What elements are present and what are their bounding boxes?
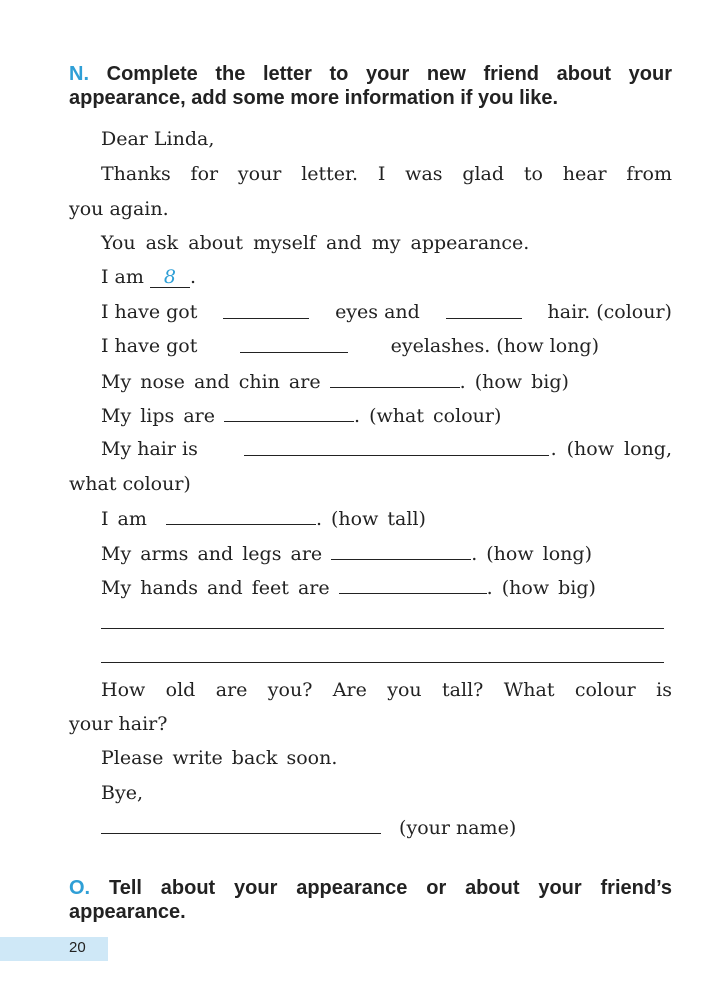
- page-number-tab: [0, 937, 108, 961]
- eyelashes-blank[interactable]: [240, 334, 348, 353]
- lips-blank[interactable]: [224, 403, 354, 422]
- arms-suffix: . (how long): [471, 543, 592, 565]
- task-o-line1: Tell about your appearance or about your friend’s: [108, 877, 673, 899]
- letter-age-line: [101, 265, 196, 289]
- page-number: 20: [69, 939, 86, 956]
- nose-suffix: . (how big): [459, 371, 569, 393]
- task-o-line2: appearance.: [69, 901, 186, 923]
- arms-prefix: My arms and legs are: [101, 543, 323, 565]
- hair-prefix: My hair is: [101, 438, 198, 460]
- age-answer-field[interactable]: 8: [150, 265, 190, 288]
- task-n-instruction: [69, 62, 672, 110]
- letter-eyes-line: [101, 300, 672, 324]
- extra-info-line-2[interactable]: [101, 662, 664, 663]
- task-n-letter: N.: [69, 63, 89, 85]
- thanks-text: Thanks for your letter. I was glad to hear from: [101, 163, 672, 185]
- lips-suffix: . (what colour): [354, 405, 502, 427]
- task-o-instruction: [69, 876, 672, 924]
- eyes-middle: eyes and: [335, 301, 420, 323]
- letter-nose-line: [101, 369, 569, 394]
- task-n-line2: appearance, add some more information if you like.: [69, 87, 559, 109]
- task-o-letter: O.: [69, 877, 91, 899]
- lashes-suffix: eyelashes. (how long): [390, 335, 599, 357]
- eyes-colour-blank[interactable]: [223, 300, 309, 319]
- hands-suffix: . (how big): [486, 577, 596, 599]
- letter-greeting: Dear Linda,: [101, 128, 215, 150]
- tall-suffix: . (how tall): [315, 508, 426, 530]
- hands-feet-blank[interactable]: [339, 575, 487, 594]
- eyes-prefix: I have got: [101, 301, 198, 323]
- age-suffix: .: [189, 266, 196, 288]
- question-text: How old are you? Are you tall? What colour is: [101, 679, 672, 701]
- letter-write-back: Please write back soon.: [101, 747, 338, 769]
- lips-prefix: My lips are: [101, 405, 215, 427]
- letter-lashes-line: [101, 334, 599, 358]
- hair-blank[interactable]: [244, 437, 549, 456]
- arms-legs-blank[interactable]: [331, 541, 471, 560]
- lashes-prefix: I have got: [101, 335, 198, 357]
- letter-arms-line: [101, 541, 592, 566]
- task-n-line1: Complete the letter to your new friend about your: [106, 63, 672, 85]
- your-name-blank[interactable]: [101, 815, 381, 834]
- letter-lips-line: [101, 403, 501, 428]
- name-hint: (your name): [399, 817, 517, 839]
- letter-signature-line: [101, 815, 516, 840]
- letter-hair-line2: what colour): [69, 473, 191, 495]
- letter-thanks-line2: you again.: [69, 198, 169, 220]
- height-blank[interactable]: [166, 506, 316, 525]
- letter-ask: You ask about myself and my appearance.: [101, 232, 530, 254]
- nose-chin-blank[interactable]: [330, 369, 460, 388]
- letter-hair-line: [101, 437, 672, 461]
- hair-colour-blank[interactable]: [446, 300, 522, 319]
- hair-suffix: . (how long,: [550, 438, 672, 460]
- age-prefix: I am: [101, 266, 144, 288]
- letter-tall-line: [101, 506, 426, 531]
- hands-prefix: My hands and feet are: [101, 577, 330, 599]
- tall-prefix: I am: [101, 508, 147, 530]
- letter-question-line1: [101, 678, 672, 702]
- letter-question-line2: your hair?: [69, 713, 168, 735]
- letter-thanks-line1: [101, 162, 672, 186]
- letter-bye: Bye,: [101, 782, 143, 804]
- nose-prefix: My nose and chin are: [101, 371, 321, 393]
- letter-hands-line: [101, 575, 596, 600]
- extra-info-line-1[interactable]: [101, 628, 664, 629]
- eyes-suffix: hair. (colour): [547, 301, 672, 323]
